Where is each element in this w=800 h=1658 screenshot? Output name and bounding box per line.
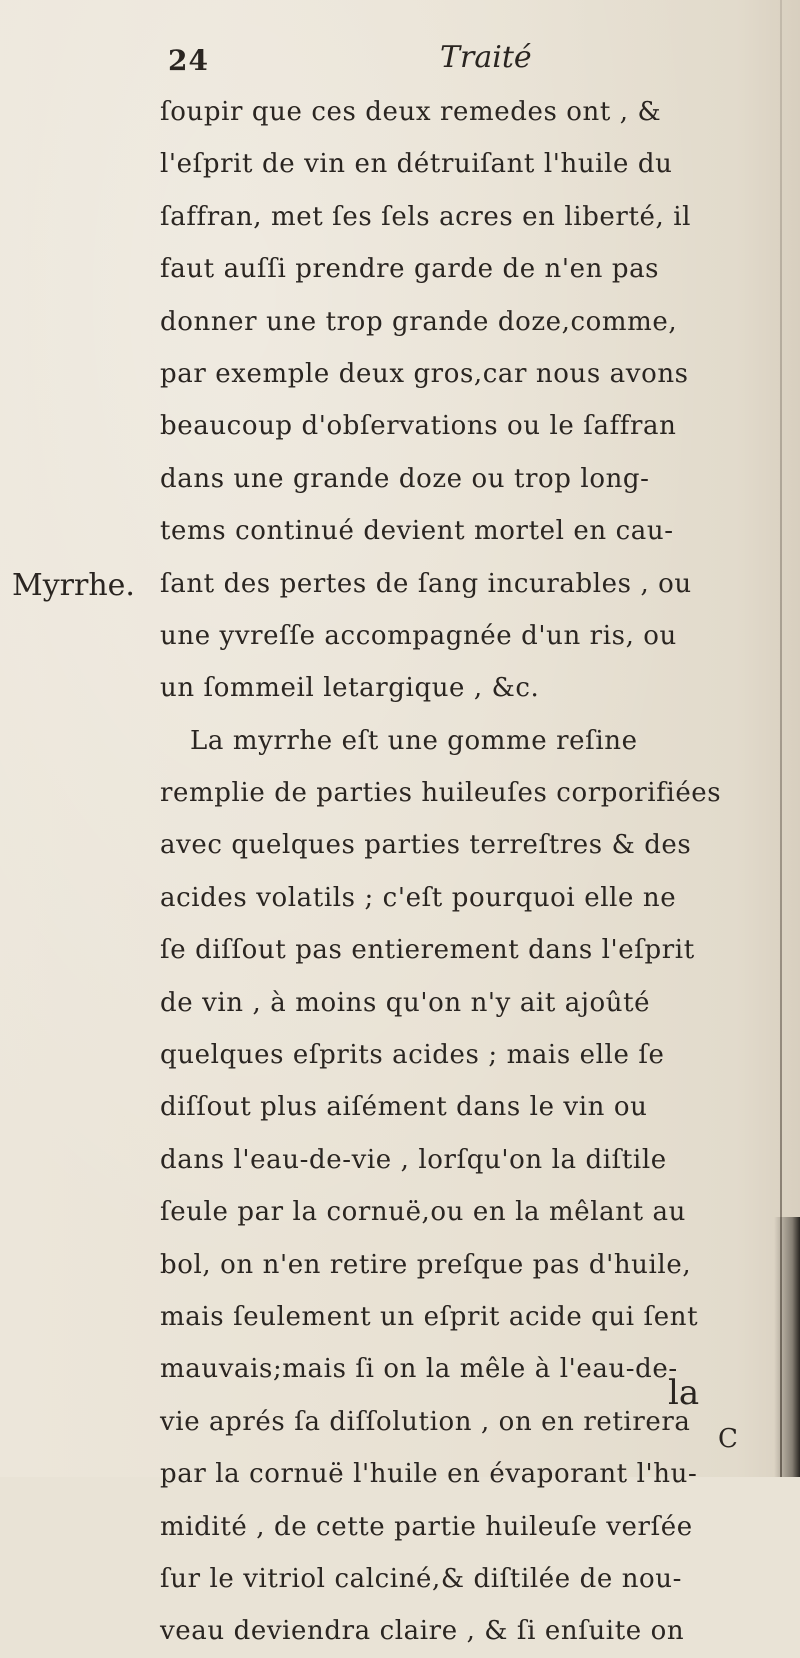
text-line: de vin , à moins qu'on n'y ait ajoûté [160, 987, 651, 1018]
text-line: dans une grande doze ou trop long- [160, 463, 650, 494]
text-line: midité , de cette partie huileuſe verſée [160, 1511, 693, 1542]
text-line: ſe diſſout pas entierement dans l'eſprit [160, 935, 695, 966]
text-line: ſaffran, met ſes ſels acres en liberté, il [160, 201, 692, 232]
text-line: remplie de parties huileuſes corporifiées [160, 778, 722, 809]
page-header [0, 40, 800, 84]
text-line: veau deviendra claire , & ſi enſuite on [160, 1616, 685, 1647]
text-line: avec quelques parties terreſtres & des [160, 830, 692, 861]
text-line: ſeule par la cornuë,ou en la mêlant au [160, 1197, 686, 1228]
text-line: par exemple deux gros,car nous avons [160, 358, 689, 389]
text-line: un ſommeil letargique , &c. [160, 673, 540, 704]
text-line: l'eſprit de vin en détruiſant l'huile du [160, 149, 673, 180]
text-line: par la cornuë l'huile en évaporant l'hu- [160, 1459, 698, 1490]
text-line: mauvais;mais ſi on la mêle à l'eau-de- [160, 1354, 678, 1385]
text-line: donner une trop grande doze,comme, [160, 306, 678, 337]
text-line: quelques eſprits acides ; mais elle ſe [160, 1040, 665, 1071]
page-number: 24 [168, 44, 209, 77]
body-text [160, 86, 800, 1658]
paragraph-start-line: La myrrhe eſt une gomme reſine [190, 725, 638, 756]
text-line: diſſout plus aiſément dans le vin ou [160, 1092, 648, 1123]
text-line: ſant des pertes de ſang incurables , ou [160, 568, 692, 599]
text-line: ſur le vitriol calciné,& diſtilée de nou- [160, 1563, 683, 1594]
text-line: dans l'eau-de-vie , lorſqu'on la diſtile [160, 1144, 667, 1175]
signature-mark: C [718, 1424, 738, 1454]
running-title: Traité [440, 40, 532, 75]
catchword: la [668, 1373, 700, 1413]
text-line: mais ſeulement un eſprit acide qui ſent [160, 1301, 699, 1332]
text-line: bol, on n'en retire preſque pas d'huile, [160, 1249, 692, 1280]
text-line: beaucoup d'obſervations ou le ſaffran [160, 411, 677, 442]
text-line: faut auſſi prendre garde de n'en pas [160, 254, 660, 285]
text-line: acides volatils ; c'eſt pourquoi elle ne [160, 882, 677, 913]
text-line: vie aprés ſa diſſolution , on en retirera [160, 1406, 691, 1437]
text-line: une yvreſſe accompagnée d'un ris, ou [160, 620, 677, 651]
text-line: tems continué devient mortel en cau- [160, 516, 674, 547]
text-line: ſoupir que ces deux remedes ont , & [160, 97, 662, 127]
margin-note: Myrrhe. [12, 568, 135, 603]
